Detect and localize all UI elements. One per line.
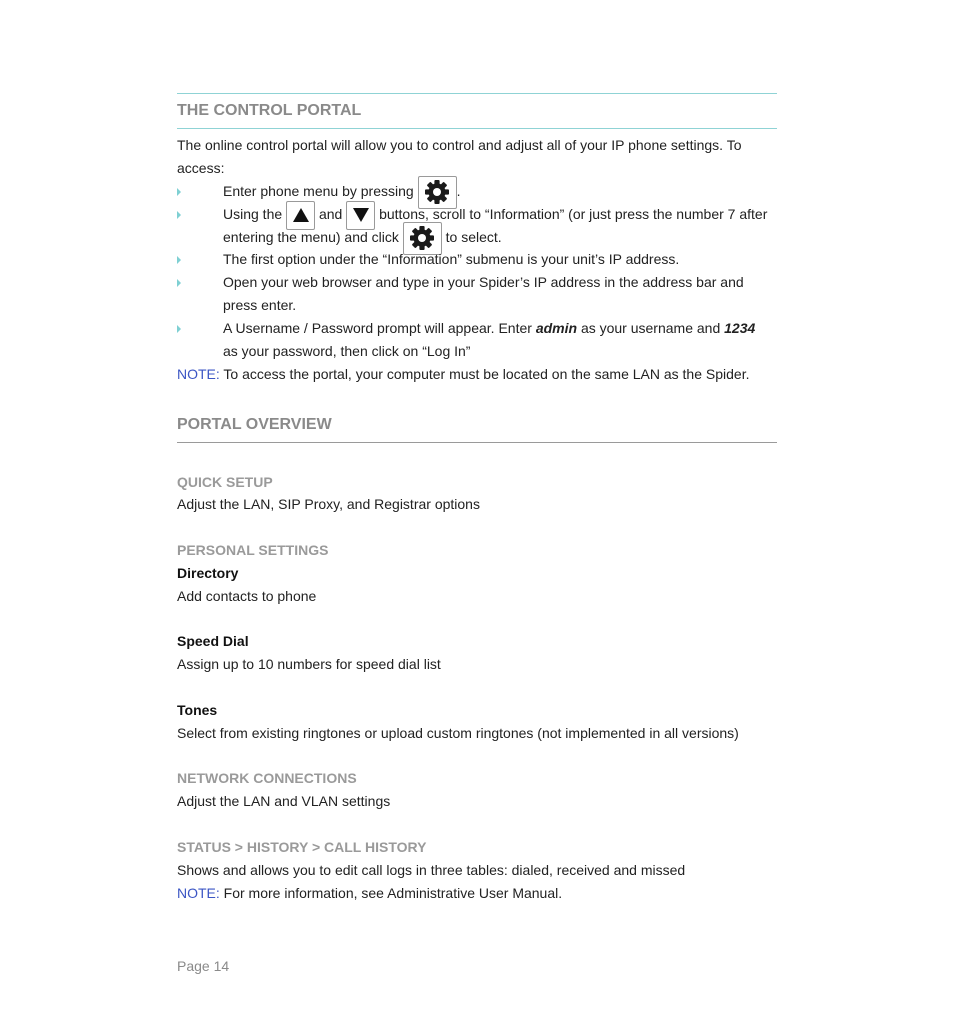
speed-dial-title: Speed Dial (177, 633, 249, 649)
quick-setup-text: Adjust the LAN, SIP Proxy, and Registrar options (177, 496, 480, 512)
intro-line-1: The online control portal will allow you to control and adjust all of your IP phone settings. To (177, 137, 742, 153)
speed-dial-text: Assign up to 10 numbers for speed dial list (177, 656, 441, 672)
network-connections-text: Adjust the LAN and VLAN settings (177, 793, 391, 809)
section-title-portal-overview: PORTAL OVERVIEW (177, 416, 332, 433)
top-divider (177, 93, 777, 94)
call-history-text: Shows and allows you to edit call logs in three tables: dialed, received and missed (177, 862, 686, 878)
bullet-5-text-mid: as your username and (580, 320, 721, 336)
directory-title: Directory (177, 565, 239, 581)
bullet-2-line-2-start: entering the menu) and click (223, 229, 399, 245)
directory-text: Add contacts to phone (177, 588, 317, 604)
note-2 (177, 882, 562, 905)
overview-divider (177, 442, 777, 443)
bullet-1-text: Enter phone menu by pressing (223, 183, 414, 199)
network-connections-title: NETWORK CONNECTIONS (177, 770, 357, 786)
bullet-item-2-line-2 (223, 226, 502, 249)
note-label: NOTE: (177, 885, 220, 901)
note-label: NOTE: (177, 366, 220, 382)
title-divider (177, 128, 777, 129)
down-arrow-icon (353, 208, 369, 222)
section-title-control-portal: THE CONTROL PORTAL (177, 102, 362, 119)
bullet-item-1 (223, 180, 460, 203)
bullet-arrow-icon (177, 279, 181, 287)
personal-settings-title: PERSONAL SETTINGS (177, 542, 329, 558)
note-1 (177, 363, 749, 386)
bullet-5-text-start: A Username / Password prompt will appear. Enter (223, 320, 532, 336)
bullet-2-line-2-end: to select. (445, 229, 502, 245)
page-number: Page 14 (177, 958, 230, 974)
bullet-arrow-icon (177, 188, 181, 196)
up-arrow-icon (293, 208, 309, 222)
note-text: For more information, see Administrative User Manual. (223, 885, 563, 901)
bullet-item-2 (223, 203, 767, 226)
bullet-2-text-end: buttons, scroll to “Information” (or just press the number 7 after (379, 206, 768, 222)
password-value: 1234 (724, 320, 756, 336)
bullet-arrow-icon (177, 211, 181, 219)
tones-title: Tones (177, 702, 218, 718)
bullet-item-5-line-2: as your password, then click on “Log In” (223, 343, 471, 359)
bullet-item-5 (223, 317, 755, 340)
intro-line-2: access: (177, 160, 225, 176)
tones-text: Select from existing ringtones or upload custom ringtones (not implemented in all versions) (177, 725, 739, 741)
bullet-arrow-icon (177, 325, 181, 333)
bullet-item-4-line-2: press enter. (223, 297, 297, 313)
note-text: To access the portal, your computer must be located on the same LAN as the Spider. (223, 366, 750, 382)
bullet-item-3: The first option under the “Information” submenu is your unit’s IP address. (223, 251, 680, 267)
call-history-title: STATUS > HISTORY > CALL HISTORY (177, 839, 427, 855)
quick-setup-title: QUICK SETUP (177, 474, 273, 490)
bullet-arrow-icon (177, 256, 181, 264)
bullet-1-period: . (456, 183, 461, 199)
bullet-item-4: Open your web browser and type in your Spider’s IP address in the address bar and (223, 274, 744, 290)
bullet-2-and: and (318, 206, 343, 222)
username-value: admin (535, 320, 578, 336)
bullet-2-text-start: Using the (223, 206, 283, 222)
